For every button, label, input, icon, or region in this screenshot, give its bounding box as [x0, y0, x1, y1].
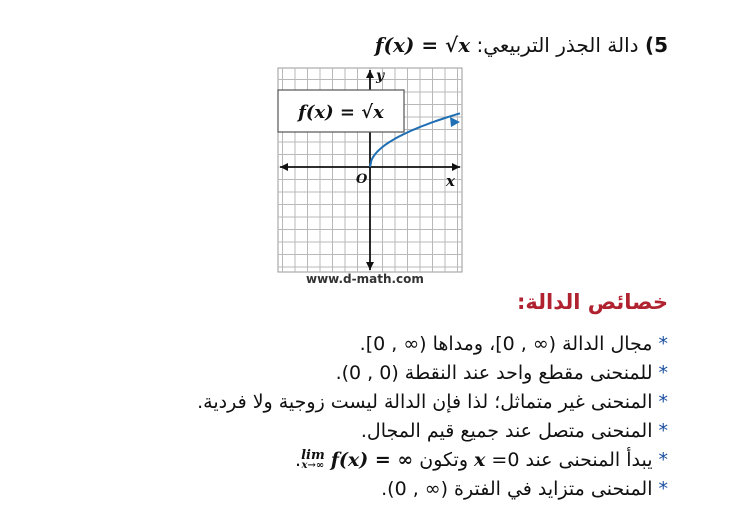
- bullet-star: *: [658, 420, 668, 442]
- section-number: 5): [644, 33, 668, 57]
- property-item: *يبدأ المنحنى عند 0= x وتكون lim x→∞ f(x) = ∞.: [295, 448, 668, 471]
- limit-value: f(x) = ∞: [330, 449, 414, 471]
- property-item: [28, 475, 668, 504]
- x-axis-label: x: [446, 172, 455, 190]
- y-axis-label: y: [376, 68, 385, 84]
- property-item: [28, 359, 668, 388]
- property-text: للمنحنى مقطع واحد عند النقطة (0 , 0).: [335, 362, 653, 384]
- property-variable: x: [474, 449, 486, 471]
- properties-list: [28, 330, 668, 504]
- property-text-start: يبدأ المنحنى عند 0=: [491, 449, 653, 471]
- section-title: [68, 32, 668, 58]
- bullet-star: *: [658, 362, 668, 384]
- limit-bottom: x→∞: [301, 460, 325, 471]
- bullet-star: *: [658, 391, 668, 413]
- square-root-graph: [270, 64, 470, 274]
- property-text: المنحنى غير متماثل؛ لذا فإن الدالة ليست زوجية ولا فردية.: [197, 391, 653, 413]
- limit-top: lim: [301, 448, 325, 463]
- property-text-and: وتكون: [419, 449, 468, 471]
- limit-operator: [301, 448, 325, 471]
- bullet-star: *: [658, 333, 668, 355]
- watermark: www.d-math.com: [306, 272, 424, 286]
- bullet-star: *: [658, 478, 668, 500]
- origin-label: O: [356, 172, 368, 187]
- properties-heading: خصائص الدالة:: [517, 290, 668, 314]
- limit-expression: [301, 449, 413, 471]
- formula-box-text: f(x) = √x: [298, 102, 384, 123]
- title-formula: f(x) = √x: [374, 33, 471, 57]
- property-text: المنحنى متزايد في الفترة (∞ , 0).: [381, 478, 653, 500]
- property-item: [28, 417, 668, 446]
- bullet-star: *: [658, 449, 668, 471]
- property-item: [28, 388, 668, 417]
- section-title-text: دالة الجذر التربيعي:: [476, 33, 639, 57]
- property-text: المنحنى متصل عند جميع قيم المجال.: [360, 420, 653, 442]
- property-text: مجال الدالة (∞ , 0]، ومداها (∞ , 0].: [359, 333, 653, 355]
- property-item: [28, 330, 668, 359]
